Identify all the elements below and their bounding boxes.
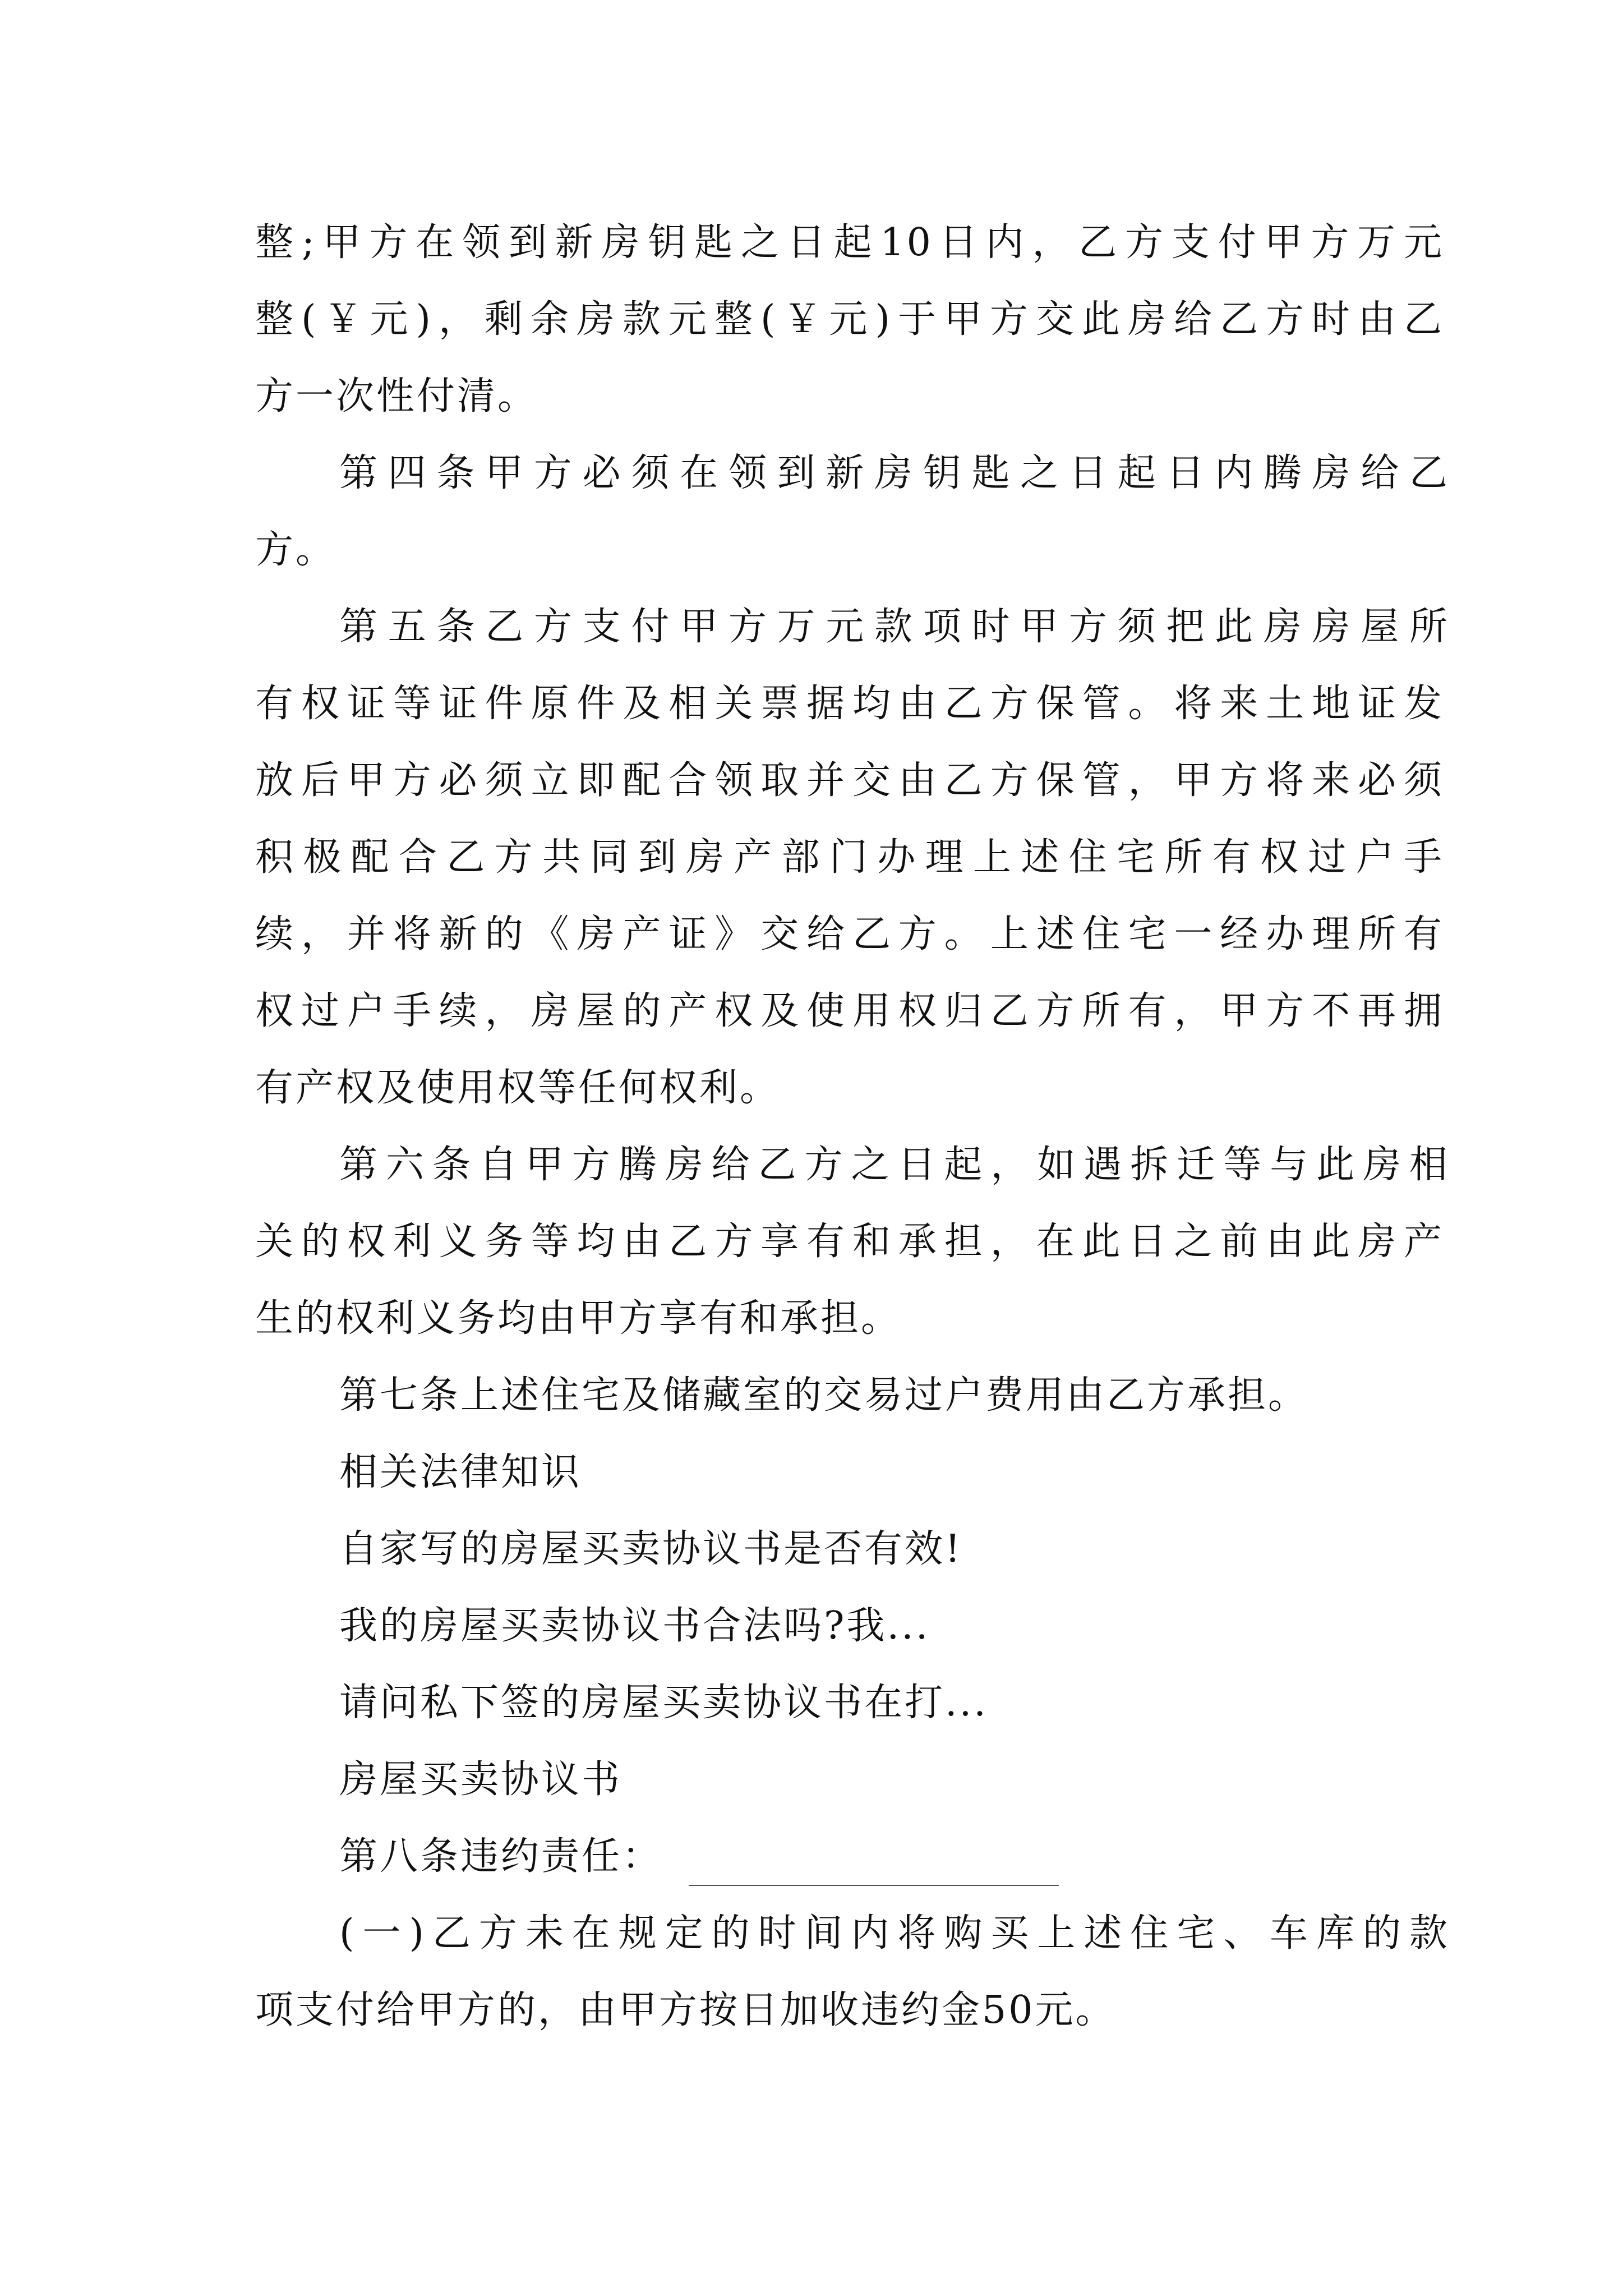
related-link: 房屋买卖协议书 <box>339 1757 623 1802</box>
related-link: 我的房屋买卖协议书合法吗?我... <box>339 1604 930 1648</box>
text-line: 关的权利义务等均由乙方享有和承担，在此日之前由此房产 <box>255 1220 1444 1264</box>
fill-in-blank <box>689 1885 1059 1886</box>
text-line: 第七条上述住宅及储藏室的交易过户费用由乙方承担。 <box>339 1373 1309 1418</box>
text-line: 方一次性付清。 <box>255 374 538 418</box>
text-line: 项支付给甲方的，由甲方按日加收违约金50元。 <box>255 1988 1116 2032</box>
text-line: 第六条自甲方腾房给乙方之日起，如遇拆迁等与此房相 <box>339 1143 1450 1187</box>
text-line: 整(￥元)，剩余房款元整(￥元)于甲方交此房给乙方时由乙 <box>255 297 1444 342</box>
text-line: 第八条违约责任： <box>339 1834 663 1879</box>
text-line: 有权证等证件原件及相关票据均由乙方保管。将来土地证发 <box>255 682 1444 726</box>
text-line: 续，并将新的《房产证》交给乙方。上述住宅一经办理所有 <box>255 912 1444 956</box>
text-line: 第四条甲方必须在领到新房钥匙之日起日内腾房给乙 <box>339 451 1450 495</box>
text-line: 积极配合乙方共同到房产部门办理上述住宅所有权过户手 <box>255 835 1444 880</box>
related-link: 自家写的房屋买卖协议书是否有效! <box>339 1527 963 1571</box>
text-line: 放后甲方必须立即配合领取并交由乙方保管，甲方将来必须 <box>255 758 1444 803</box>
related-link: 请问私下签的房屋买卖协议书在打... <box>339 1681 988 1725</box>
text-line: 权过户手续，房屋的产权及使用权归乙方所有，甲方不再拥 <box>255 989 1444 1033</box>
text-line: 整;甲方在领到新房钥匙之日起10日内，乙方支付甲方万元 <box>255 220 1444 265</box>
text-line: 第五条乙方支付甲方万元款项时甲方须把此房房屋所 <box>339 605 1450 649</box>
section-heading: 相关法律知识 <box>339 1450 582 1494</box>
text-line: 有产权及使用权等任何权利。 <box>255 1066 781 1110</box>
text-line: 方。 <box>255 528 336 572</box>
text-line: (一)乙方未在规定的时间内将购买上述住宅、车库的款 <box>339 1911 1450 1955</box>
text-line: 生的权利义务均由甲方享有和承担。 <box>255 1296 902 1341</box>
